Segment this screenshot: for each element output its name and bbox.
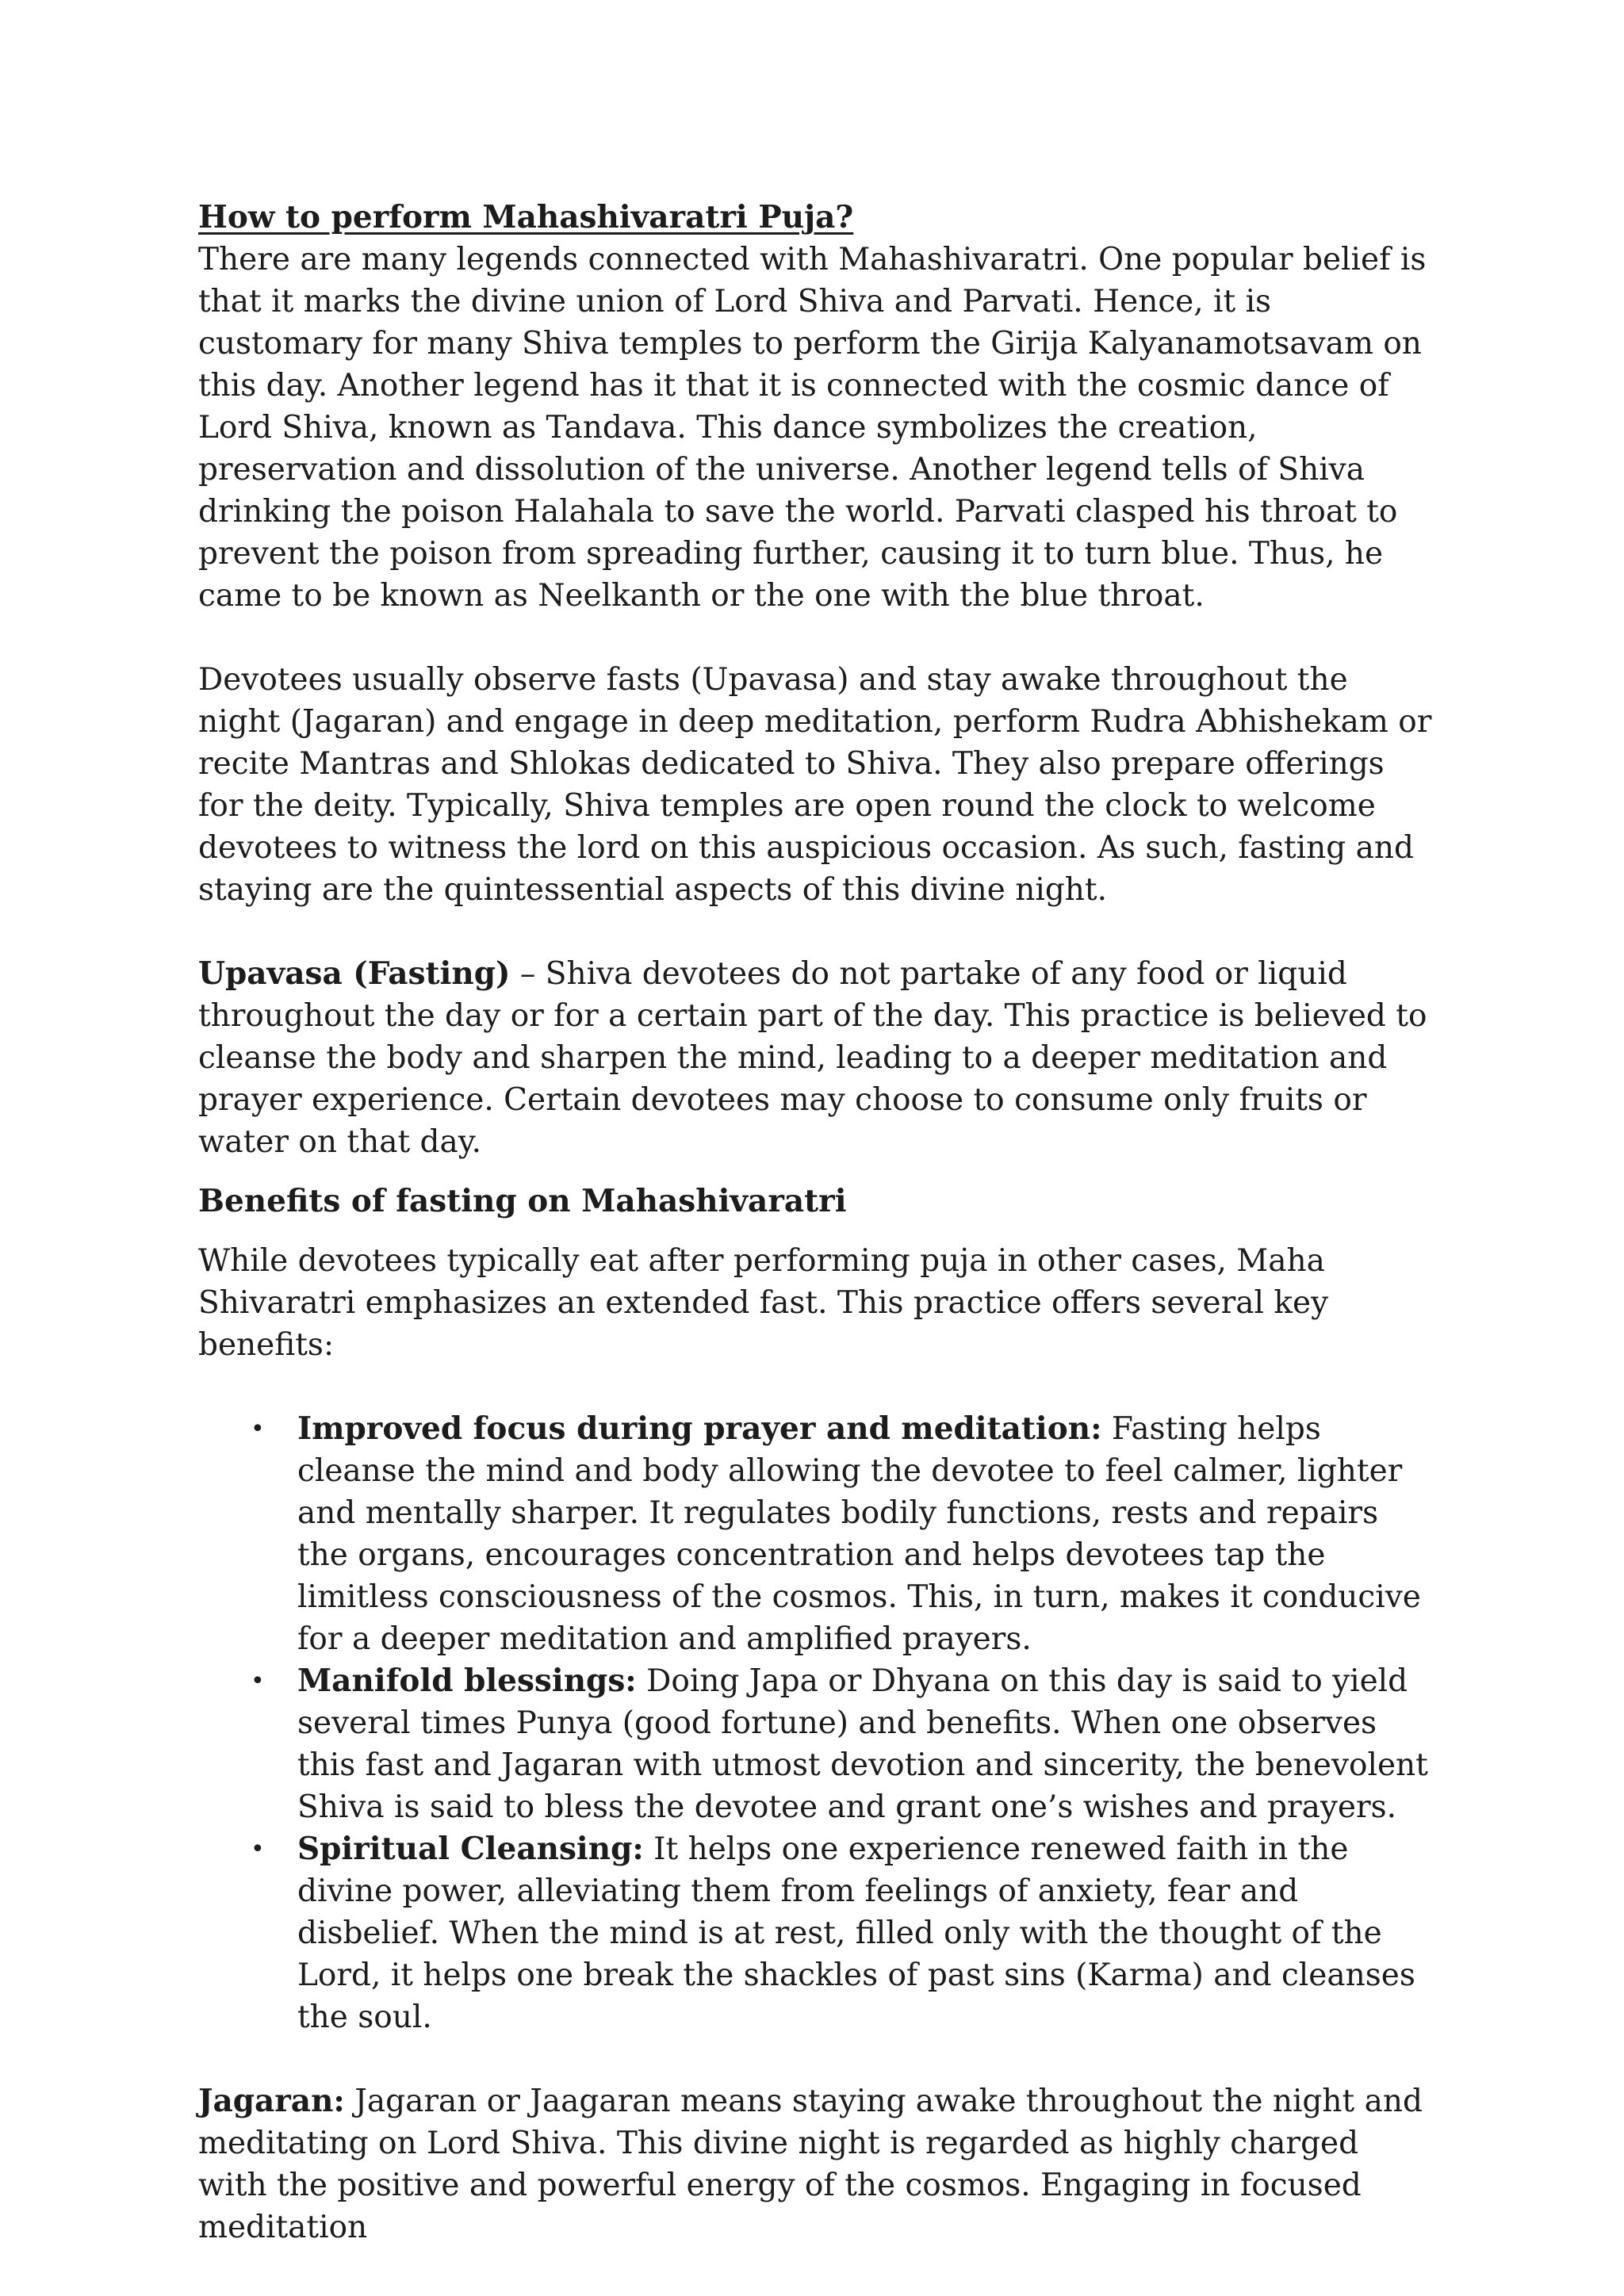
- jagaran-text: Jagaran or Jaagaran means staying awake throughout the night and meditating on Lord Shiva. This divine night is regarded as highly charged with the positive and powerful energy of the cosmos. Engaging in focused meditation: [198, 2084, 1423, 2245]
- list-item: [198, 1408, 1435, 1660]
- benefits-heading: Benefits of fasting on Mahashivaratri: [198, 1183, 847, 1219]
- bullet-icon: •: [251, 1667, 265, 1695]
- benefit-text: Fasting helps cleanse the mind and body allowing the devotee to feel calmer, lighter and mentally sharper. It regulates bodily functions, rests and repairs the organs, encourages concentration and helps devotees tap the limitless consciousness of the cosmos. This, in turn, makes it conducive for a deeper meditation and amplified prayers.: [297, 1411, 1421, 1657]
- upavasa-paragraph: [198, 953, 1435, 1163]
- benefit-text: It helps one experience renewed faith in the divine power, alleviating them from feelings of anxiety, fear and disbelief. When the mind is at rest, filled only with the thought of the Lord, it helps one break the shackles of past sins (Karma) and cleanses the soul.: [297, 1831, 1415, 2035]
- bullet-icon: •: [251, 1415, 265, 1443]
- intro-paragraph: There are many legends connected with Mahashivaratri. One popular belief is that it marks the divine union of Lord Shiva and Parvati. Hence, it is customary for many Shiva temples to perform the Girija Kalyanamotsavam on this day. Another legend has it that it is connected with the cosmic dance of Lord Shiva, known as Tandava. This dance symbolizes the creation, preservation and dissolution of the universe. Another legend tells of Shiva drinking the poison Halahala to save the world. Parvati clasped his throat to prevent the poison from spreading further, causing it to turn blue. Thus, he came to be known as Neelkanth or the one with the blue throat.: [198, 242, 1427, 614]
- devotees-paragraph: Devotees usually observe fasts (Upavasa) and stay awake throughout the night (Jagaran) and engage in deep meditation, perform Rudra Abhishekam or recite Mantras and Shlokas dedicated to Shiva. They also prepare offerings for the deity. Typically, Shiva temples are open round the clock to welcome devotees to witness the lord on this auspicious occasion. As such, fasting and staying are the quintessential aspects of this divine night.: [198, 662, 1432, 908]
- list-item: [198, 1660, 1435, 1828]
- list-item: [198, 1828, 1435, 2038]
- page-title: How to perform Mahashivaratri Puja?: [198, 199, 854, 235]
- benefit-text: Doing Japa or Dhyana on this day is said to yield several times Punya (good fortune) and benefits. When one observes this fast and Jagaran with utmost devotion and sincerity, the benevolent Shiva is said to bless the devotee and grant one’s wishes and prayers.: [297, 1663, 1428, 1825]
- jagaran-label: Jagaran:: [198, 2083, 345, 2119]
- benefits-intro: While devotees typically eat after performing puja in other cases, Maha Shivaratri emphasizes an extended fast. This practice offers several key benefits:: [198, 1243, 1329, 1363]
- upavasa-label: Upavasa (Fasting): [198, 955, 511, 992]
- jagaran-paragraph: [198, 2080, 1435, 2248]
- document-page: [198, 197, 1435, 2248]
- benefit-label: Improved focus during prayer and meditation:: [297, 1410, 1102, 1447]
- benefits-list: [198, 1408, 1435, 2038]
- upavasa-text: – Shiva devotees do not partake of any food or liquid throughout the day or for a certain part of the day. This practice is believed to cleanse the body and sharpen the mind, leading to a deeper meditation and prayer experience. Certain devotees may choose to consume only fruits or water on that day.: [198, 956, 1427, 1160]
- benefit-label: Spiritual Cleansing:: [297, 1831, 644, 1867]
- bullet-icon: •: [251, 1835, 265, 1863]
- benefit-label: Manifold blessings:: [297, 1663, 637, 1699]
